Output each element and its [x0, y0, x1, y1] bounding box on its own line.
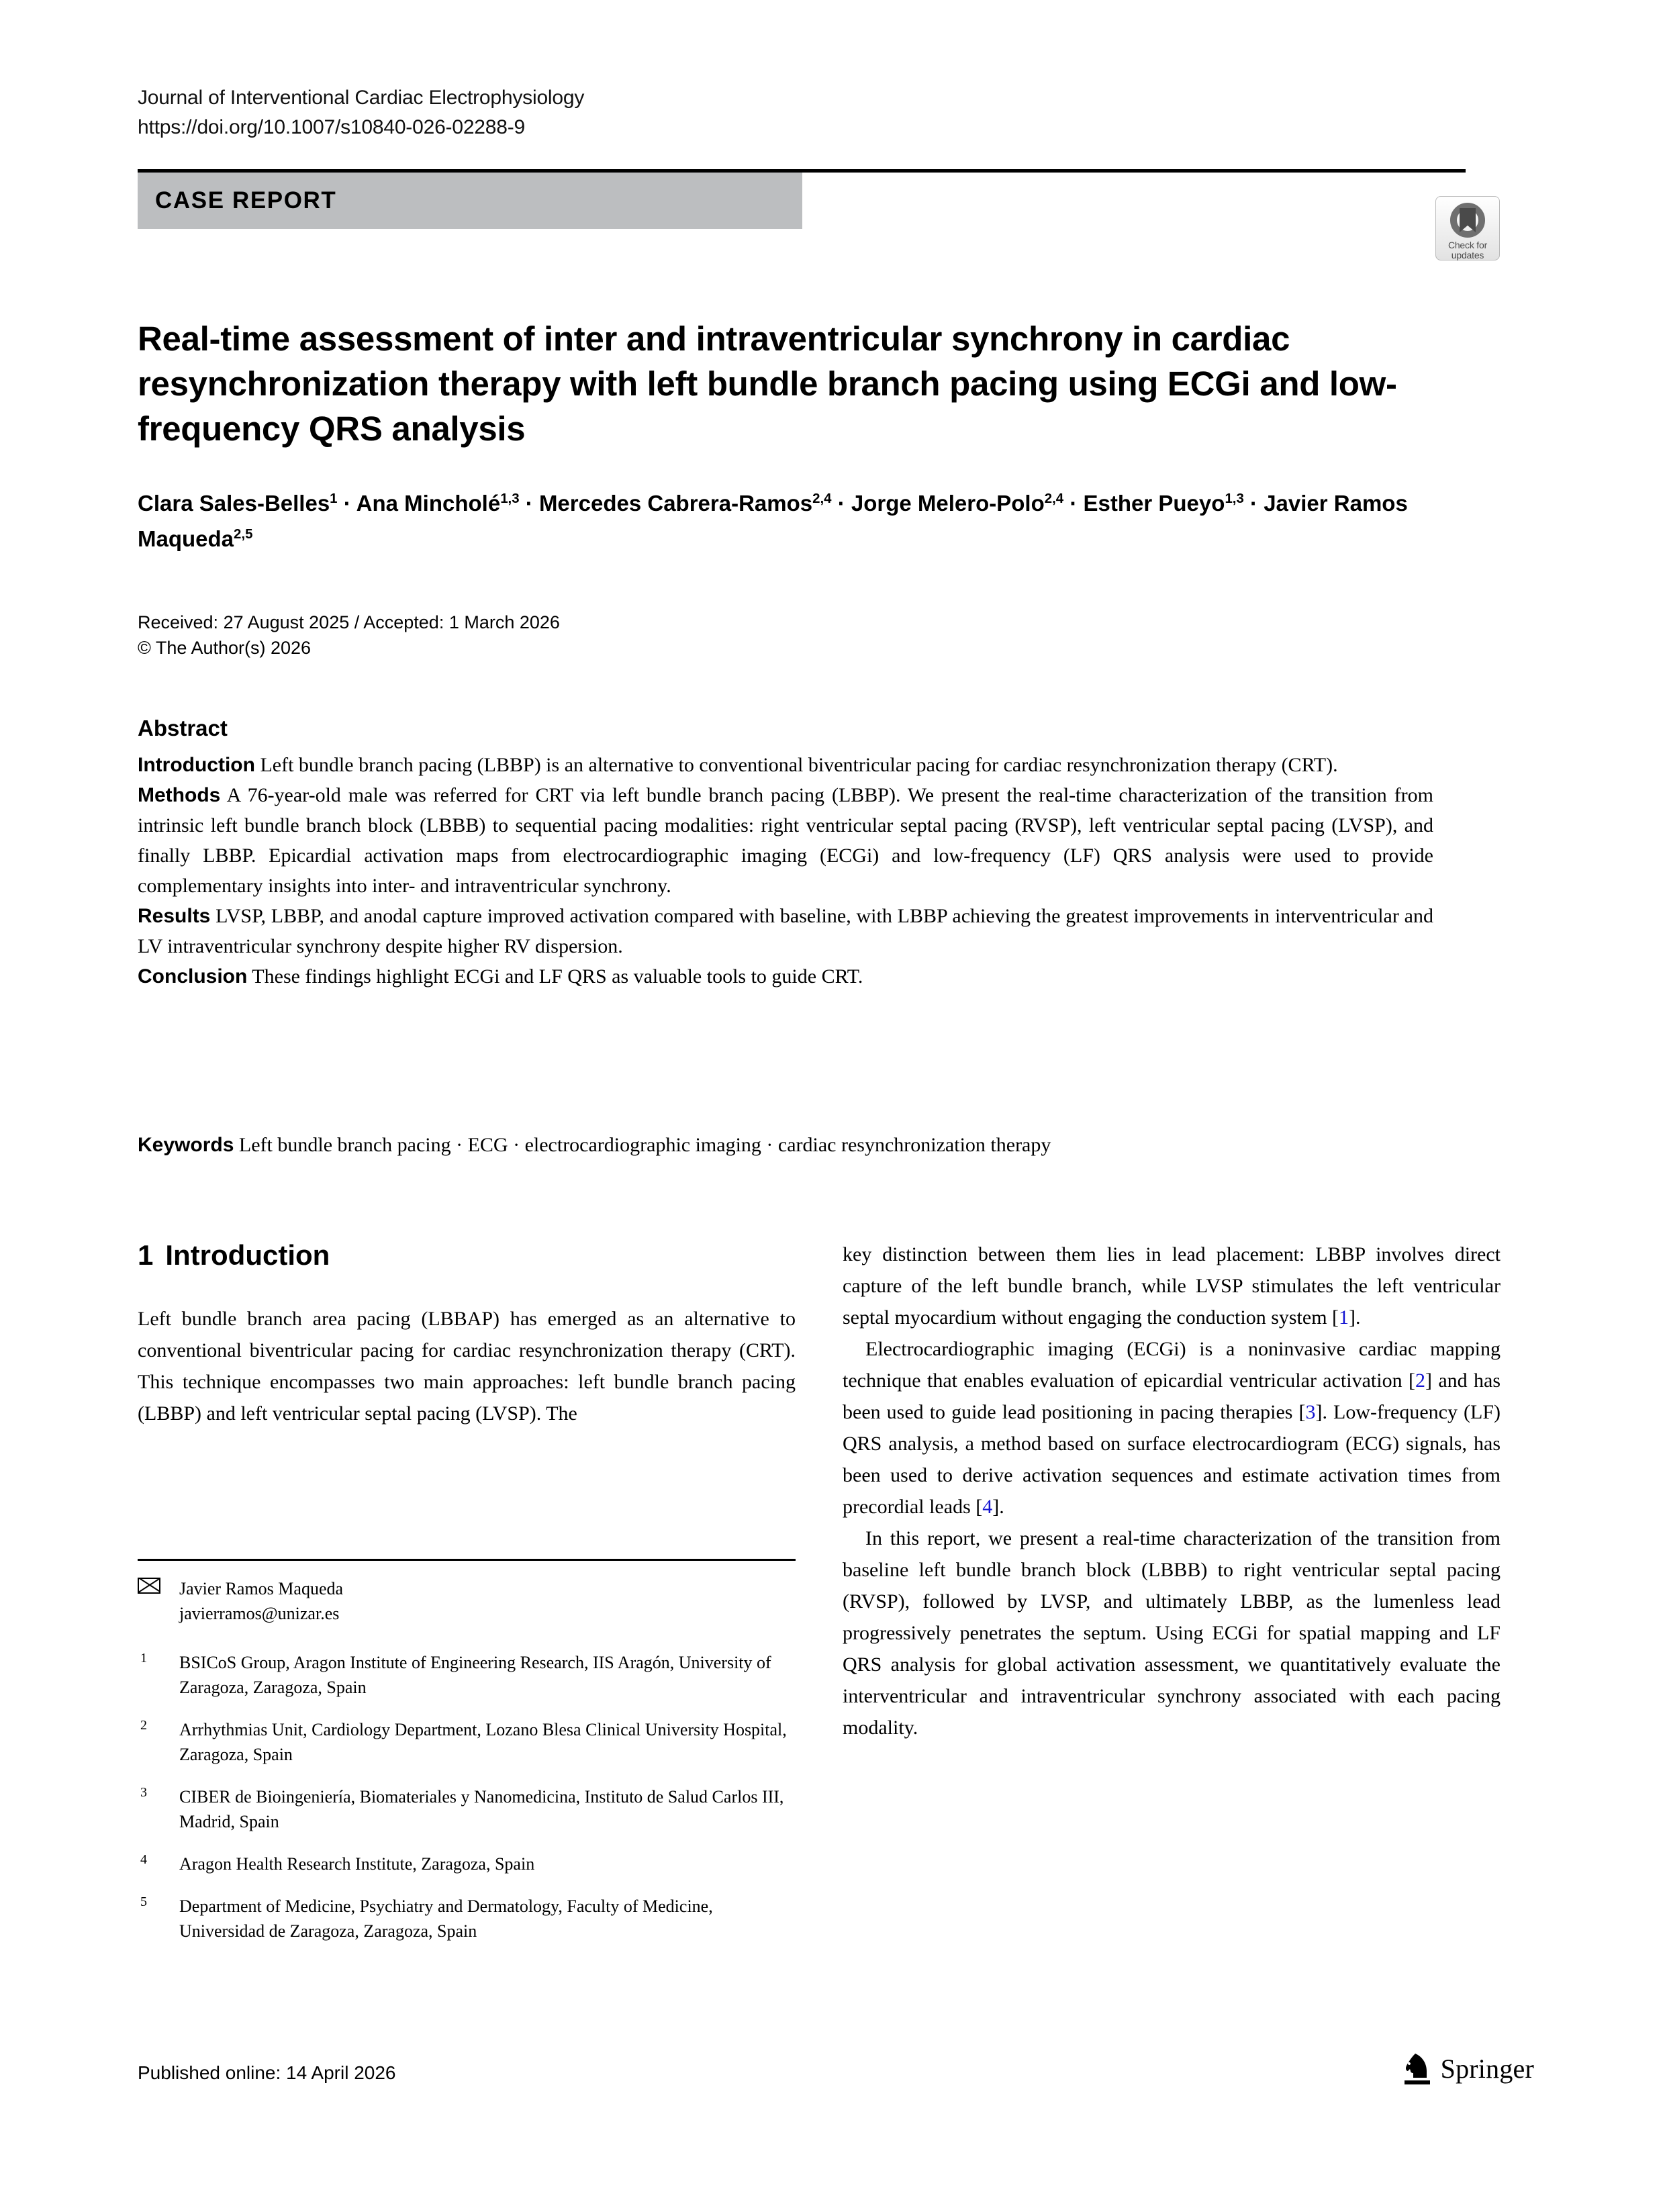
- section-title: Introduction: [165, 1239, 330, 1271]
- author-separator: ·: [831, 491, 851, 516]
- body-column-right: [843, 1239, 1501, 1743]
- author-separator: ·: [1063, 491, 1084, 516]
- author-separator: ·: [1243, 491, 1264, 516]
- received-accepted-line: Received: 27 August 2025 / Accepted: 1 March 2026: [138, 612, 560, 632]
- keywords-items: Left bundle branch pacing · ECG · electrocardiographic imaging · cardiac resynchronization therapy: [234, 1134, 1051, 1156]
- article-type-label: CASE REPORT: [155, 187, 337, 213]
- affiliation-text: Aragon Health Research Institute, Zaragoza, Spain: [179, 1854, 535, 1874]
- springer-wordmark: Springer: [1440, 2053, 1534, 2084]
- paragraph-text: key distinction between them lies in lead placement: LBBP involves direct capture of the left bundle branch, while LVSP stimulates the left ventricular septal myocardium without engaging the conduction system [: [843, 1243, 1501, 1329]
- abstract-section-text: A 76-year-old male was referred for CRT via left bundle branch pacing (LBBP). We present the real-time characterization of the transition from intrinsic left bundle branch block (LBBB) to sequential pacing modalities: right ventricular septal pacing (RVSP), left ventricular septal pacing (LVSP), and finally LBBP. Epicardial activation maps from electrocardiographic imaging (ECGi) and low-frequency (LF) QRS analysis were used to provide complementary insights into inter- and intraventricular synchrony.: [138, 784, 1433, 897]
- author-separator: ·: [519, 491, 539, 516]
- keywords-line: [138, 1130, 1433, 1160]
- journal-doi[interactable]: https://doi.org/10.1007/s10840-026-02288-9: [138, 116, 526, 138]
- section-number: 1: [138, 1239, 154, 1271]
- paragraph-text: In this report, we present a real-time characterization of the transition from baseline left bundle branch block (LBBB) to right ventricular septal pacing (RVSP), followed by LVSP, and ultimately LBBP, as the lumenless lead progressively penetrates the septum. Using ECGi for spatial mapping and LF QRS analysis for global activation assessment, we quantitatively evaluate the interventricular and intraventricular synchrony associated with each pacing modality.: [843, 1527, 1501, 1739]
- affiliation-text: Arrhythmias Unit, Cardiology Department, Lozano Blesa Clinical University Hospital, Zaragoza, Spain: [179, 1720, 787, 1764]
- affiliation-number: 5: [140, 1894, 147, 1909]
- affiliation-item: [138, 1650, 796, 1700]
- body-paragraph: Left bundle branch area pacing (LBBAP) has emerged as an alternative to conventional biventricular pacing for cardiac resynchronization therapy (CRT). This technique encompasses two main approaches: left bundle branch pacing (LBBP) and left ventricular septal pacing (LVSP). The: [138, 1308, 796, 1425]
- author-affiliation-marker: 1: [330, 491, 338, 506]
- affiliation-number: 1: [140, 1651, 147, 1666]
- abstract-section-text: Left bundle branch pacing (LBBP) is an alternative to conventional biventricular pacing for cardiac resynchronization therapy (CRT).: [254, 754, 1338, 776]
- affiliation-item: [138, 1717, 796, 1767]
- section-heading-introduction: [138, 1239, 796, 1272]
- affiliation-item: [138, 1852, 796, 1876]
- citation-link[interactable]: 3: [1305, 1401, 1316, 1423]
- abstract-section-label: Introduction: [138, 754, 255, 776]
- affiliation-text: BSICoS Group, Aragon Institute of Engineering Research, IIS Aragón, University of Zaragoza, Zaragoza, Spain: [179, 1653, 771, 1697]
- abstract-paragraph: [138, 961, 1433, 992]
- citation-link[interactable]: 1: [1339, 1306, 1349, 1329]
- keywords-label: Keywords: [138, 1134, 234, 1156]
- author-name: Clara Sales-Belles: [138, 491, 330, 516]
- body-paragraph: [843, 1523, 1501, 1743]
- springer-knight-icon: [1402, 2051, 1433, 2086]
- abstract-paragraph: [138, 780, 1433, 901]
- affiliation-item: [138, 1784, 796, 1834]
- left-column-paragraphs: [138, 1303, 796, 1429]
- abstract-section: [138, 715, 1433, 992]
- affiliation-list: [138, 1650, 796, 1943]
- publication-dates: [138, 610, 1145, 661]
- body-column-left: [138, 1239, 796, 1429]
- abstract-paragraph: [138, 750, 1433, 780]
- footnote-block: [138, 1576, 796, 1961]
- abstract-section-text: These findings highlight ECGi and LF QRS as valuable tools to guide CRT.: [247, 965, 863, 988]
- author-affiliation-marker: 1,3: [500, 491, 520, 506]
- author-separator: ·: [337, 491, 356, 516]
- crossmark-label-line2: updates: [1451, 250, 1484, 260]
- paragraph-text: ].: [992, 1496, 1004, 1518]
- author-name: Mercedes Cabrera-Ramos: [538, 491, 813, 516]
- affiliation-text: CIBER de Bioingeniería, Biomateriales y Nanomedicina, Instituto de Salud Carlos III, Madrid, Spain: [179, 1787, 784, 1831]
- check-for-updates-badge[interactable]: [1435, 196, 1500, 260]
- abstract-section-label: Methods: [138, 784, 221, 806]
- affiliation-text: Department of Medicine, Psychiatry and Dermatology, Faculty of Medicine, Universidad de Zaragoza, Zaragoza, Spain: [179, 1896, 713, 1941]
- author-name: Ana Mincholé: [356, 491, 501, 516]
- paragraph-text: ].: [1349, 1306, 1361, 1329]
- body-paragraph: [843, 1333, 1501, 1523]
- paragraph-text: ]. Low-frequency (LF) QRS analysis, a method based on surface electrocardiogram (ECG) signals, has been used to derive activation sequences and estimate activation times from precordial leads [: [843, 1401, 1501, 1518]
- journal-header: [138, 83, 1413, 142]
- envelope-icon: [138, 1578, 160, 1594]
- affiliation-item: [138, 1894, 796, 1943]
- springer-logo: [1402, 2051, 1534, 2086]
- abstract-heading: Abstract: [138, 716, 228, 740]
- footnote-rule: [138, 1559, 796, 1561]
- author-affiliation-marker: 2,4: [812, 491, 832, 506]
- citation-link[interactable]: 2: [1415, 1369, 1425, 1392]
- copyright-line: © The Author(s) 2026: [138, 638, 312, 658]
- author-name: Esther Pueyo: [1083, 491, 1225, 516]
- author-name: Javier Ramos Maqueda: [138, 491, 1408, 551]
- author-name: Jorge Melero-Polo: [851, 491, 1045, 516]
- paragraph-text: Electrocardiographic imaging (ECGi) is a noninvasive cardiac mapping technique that enables evaluation of epicardial ventricular activation [: [843, 1338, 1501, 1392]
- published-online-date: Published online: 14 April 2026: [138, 2062, 396, 2083]
- abstract-paragraph: [138, 901, 1433, 961]
- crossmark-label-line1: Check for: [1447, 240, 1488, 250]
- citation-link[interactable]: 4: [982, 1496, 993, 1518]
- author-list: [138, 485, 1427, 557]
- body-paragraph: [843, 1239, 1501, 1333]
- author-affiliation-marker: 1,3: [1225, 491, 1244, 506]
- abstract-section-text: LVSP, LBBP, and anodal capture improved activation compared with baseline, with LBBP achieving the greatest improvements in interventricular and LV intraventricular synchrony despite higher RV dispersion.: [138, 905, 1433, 957]
- corresponding-author-email[interactable]: javierramos@unizar.es: [179, 1604, 340, 1623]
- author-affiliation-marker: 2,5: [234, 526, 253, 542]
- affiliation-number: 4: [140, 1852, 147, 1867]
- abstract-section-label: Conclusion: [138, 965, 248, 988]
- corresponding-author: [138, 1576, 796, 1626]
- author-affiliation-marker: 2,4: [1044, 491, 1064, 506]
- abstract-body: [138, 750, 1433, 992]
- affiliation-number: 2: [140, 1718, 147, 1733]
- affiliation-number: 3: [140, 1785, 147, 1800]
- abstract-section-label: Results: [138, 905, 211, 927]
- page-title: Real-time assessment of inter and intraventricular synchrony in cardiac resynchronization therapy with left bundle branch pacing using ECGi and low-frequency QRS analysis: [138, 320, 1397, 448]
- corresponding-author-name: Javier Ramos Maqueda: [179, 1579, 344, 1598]
- journal-name: Journal of Interventional Cardiac Electrophysiology: [138, 87, 585, 109]
- paragraph-text: ] and has been used to guide lead positioning in pacing therapies [: [843, 1369, 1501, 1423]
